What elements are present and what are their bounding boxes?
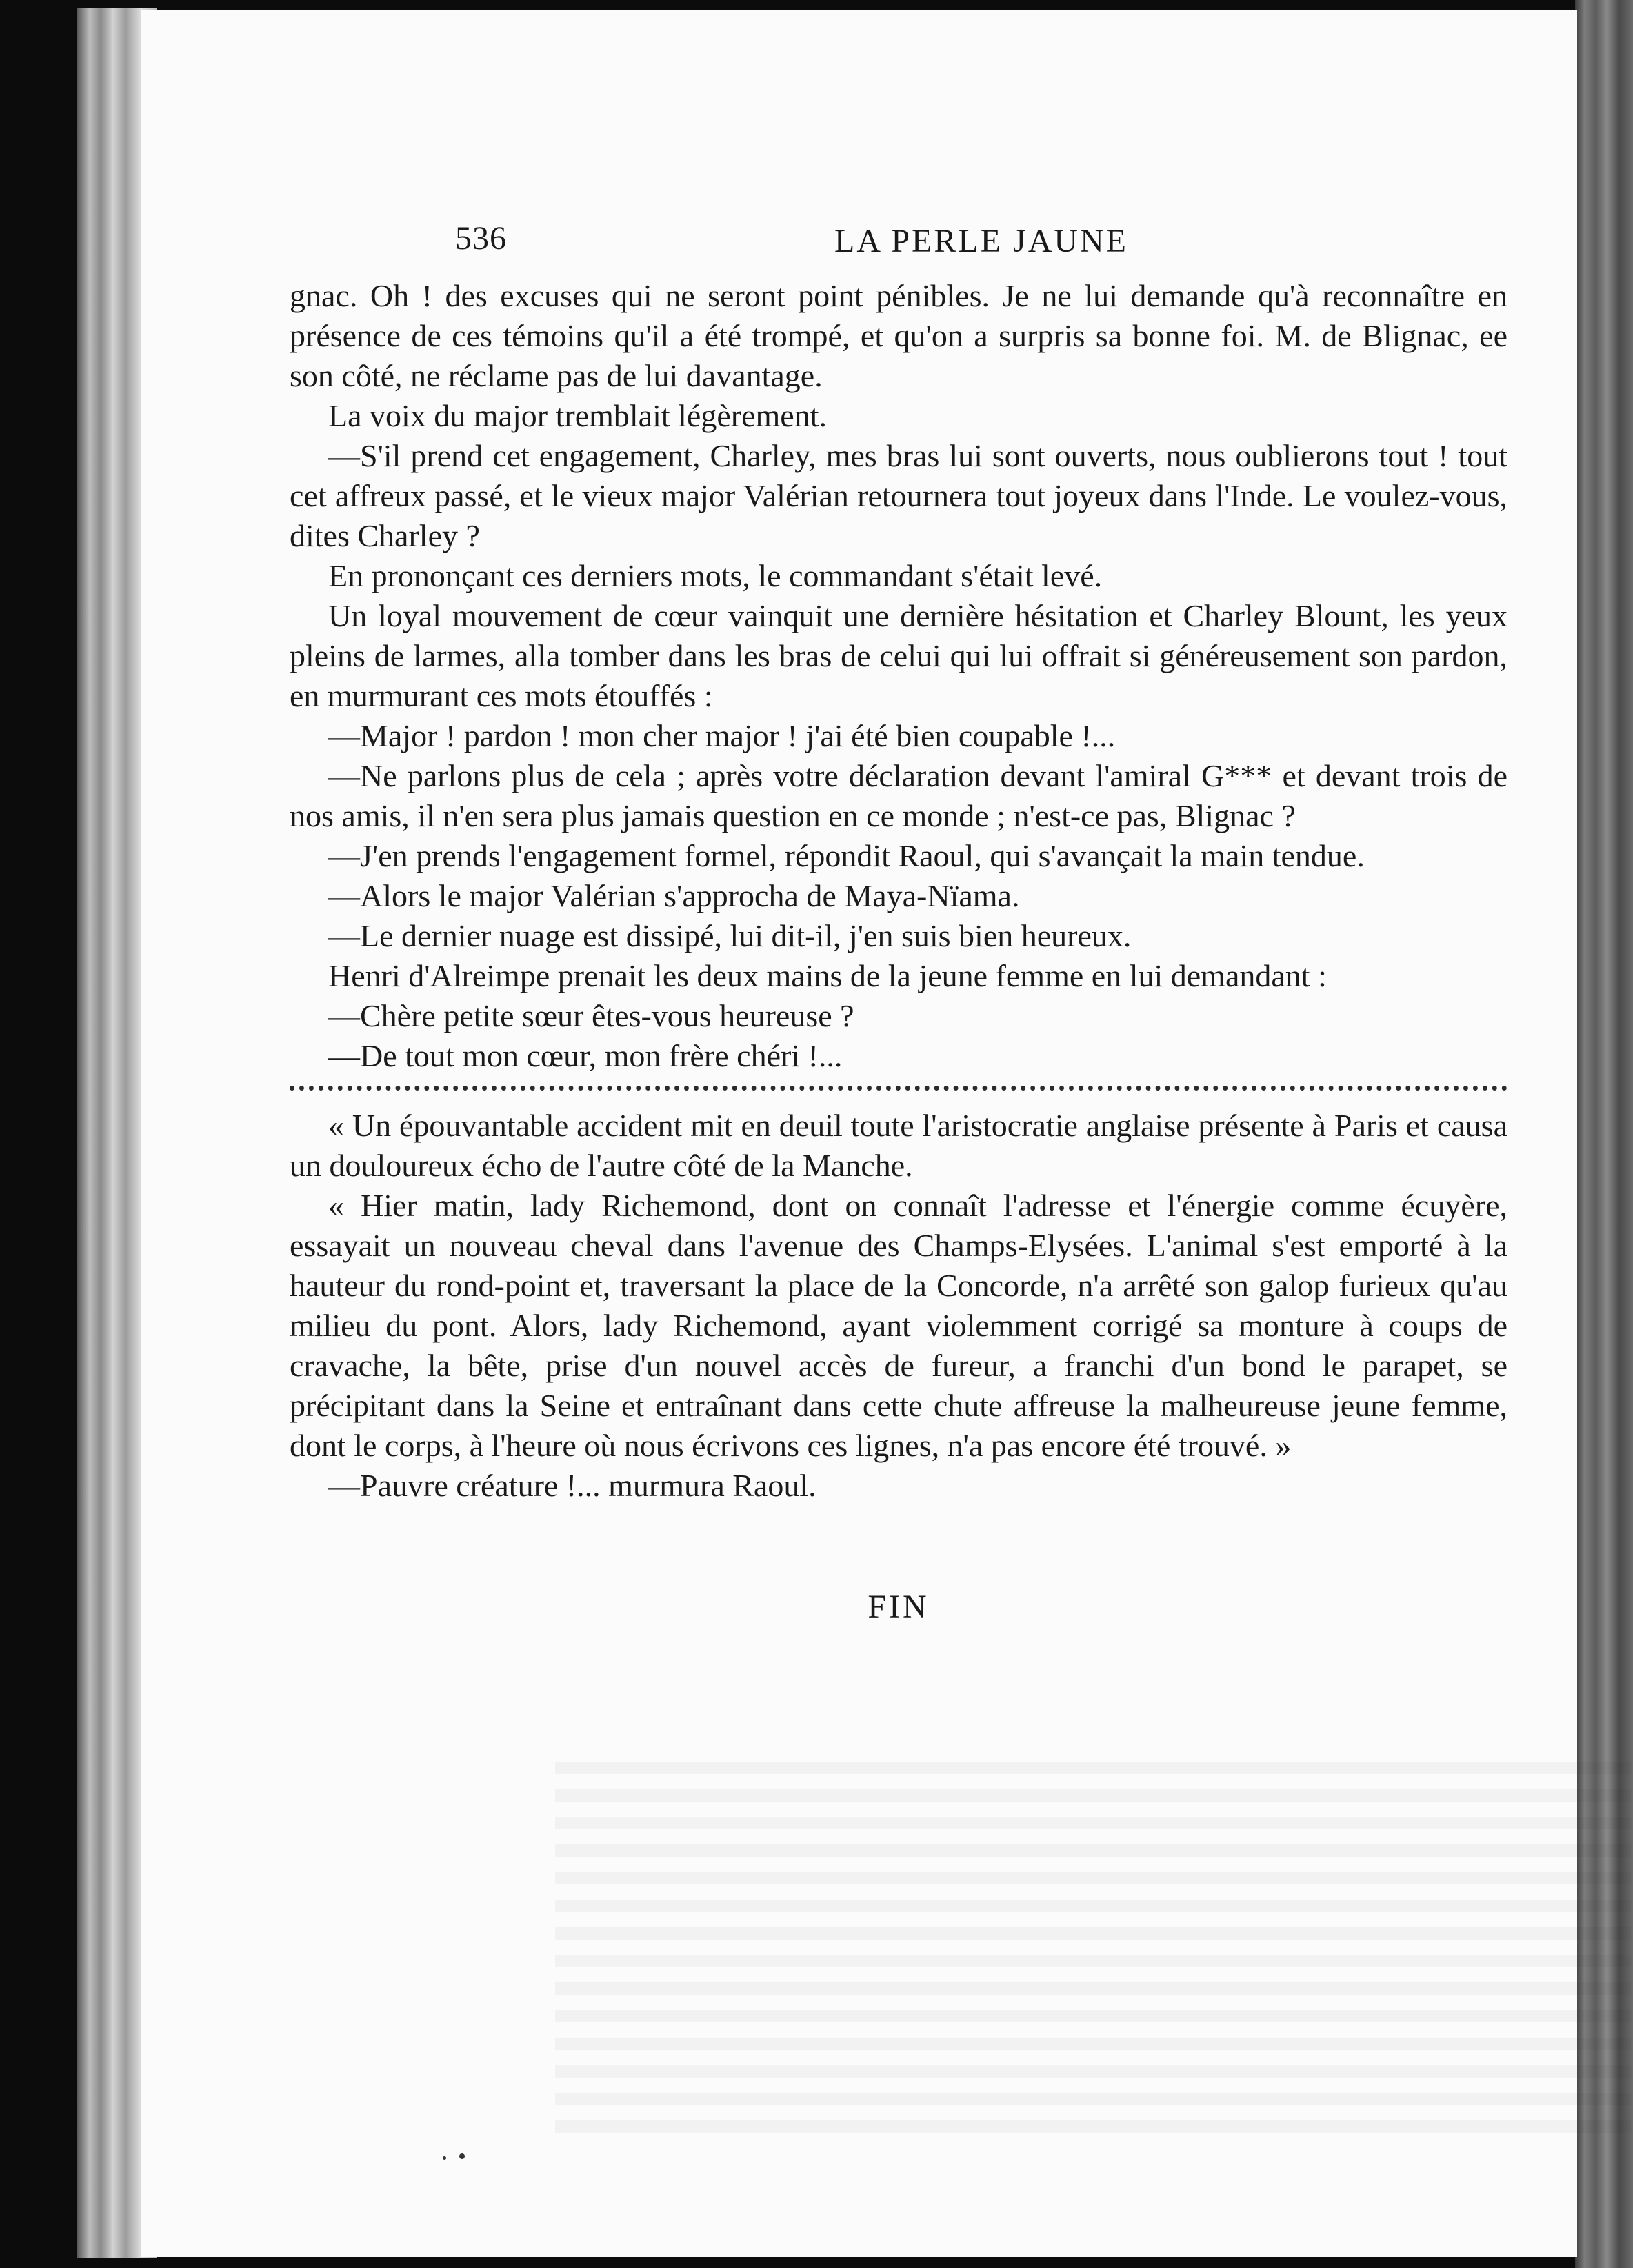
paragraph: —S'il prend cet engagement, Charley, mes bras lui sont ouverts, nous oublierons tout ! tout cet affreux passé, et le vieux major Valérian retournera tout joyeux dans l'Inde. Le voulez-vous, dites Charley ? xyxy=(290,438,1507,553)
paragraph: —Alors le major Valérian s'approcha de Maya-Nïama. xyxy=(328,878,1020,913)
dotted-separator xyxy=(290,1086,1507,1091)
paragraph: —Chère petite sœur êtes-vous heureuse ? xyxy=(328,998,854,1033)
paragraph: —Le dernier nuage est dissipé, lui dit-il, j'en suis bien heureux. xyxy=(328,918,1132,953)
paragraph: —Ne parlons plus de cela ; après votre déclaration devant l'amiral G*** et devant trois de nos amis, il n'en sera plus jamais question en ce monde ; n'est-ce pas, Blignac ? xyxy=(290,758,1507,833)
paragraph: La voix du major tremblait légèrement. xyxy=(328,398,827,433)
page-content xyxy=(290,207,1507,2138)
paragraph: —De tout mon cœur, mon frère chéri !... xyxy=(328,1038,843,1073)
running-head xyxy=(290,207,1507,269)
paragraph: « Un épouvantable accident mit en deuil toute l'aristocratie anglaise présente à Paris et causa un douloureux écho de l'autre côté de la Manche. xyxy=(290,1108,1507,1183)
scan-speck xyxy=(459,2153,465,2159)
page-number: 536 xyxy=(455,220,507,257)
paragraph: Henri d'Alreimpe prenait les deux mains de la jeune femme en lui demandant : xyxy=(328,958,1327,993)
paragraph: —Pauvre créature !... murmura Raoul. xyxy=(328,1468,816,1503)
paragraph: —Major ! pardon ! mon cher major ! j'ai été bien coupable !... xyxy=(328,718,1116,753)
body-text xyxy=(290,276,1507,1627)
running-title: LA PERLE JAUNE xyxy=(834,223,1128,259)
paragraph: Un loyal mouvement de cœur vainquit une dernière hésitation et Charley Blount, les yeux pleins de larmes, alla tomber dans les bras de celui qui lui offrait si généreusement son pardon, en murmurant ces mots étouffés : xyxy=(290,598,1507,713)
paragraph: « Hier matin, lady Richemond, dont on connaît l'adresse et l'énergie comme écuyère, essayait un nouveau cheval dans l'avenue des Champs-Elysées. L'animal s'est emporté à la hauteur du rond-point et, traversant la place de la Concorde, n'a arrêté son galop furieux qu'au milieu du pont. Alors, lady Richemond, ayant violemment corrigé sa monture à coups de cravache, la bête, prise d'un nouvel accès de fureur, a franchi d'un bond le parapet, se précipitant dans la Seine et entraînant dans cette chute affreuse la malheureuse jeune femme, dont le corps, à l'heure où nous écrivons ces lignes, n'a pas encore été trouvé. » xyxy=(290,1188,1507,1463)
paragraph: gnac. Oh ! des excuses qui ne seront point pénibles. Je ne lui demande qu'à reconnaître en présence de ces témoins qu'il a été trompé, et qu'on a surpris sa bonne foi. M. de Blignac, ee son côté, ne réclame pas de lui davantage. xyxy=(290,278,1507,393)
scan-speck xyxy=(443,2156,446,2160)
paragraph: —J'en prends l'engagement formel, répondit Raoul, qui s'avançait la main tendue. xyxy=(328,838,1365,873)
ending-label: FIN xyxy=(868,1589,930,1625)
paragraph: En prononçant ces derniers mots, le commandant s'était levé. xyxy=(328,558,1103,593)
